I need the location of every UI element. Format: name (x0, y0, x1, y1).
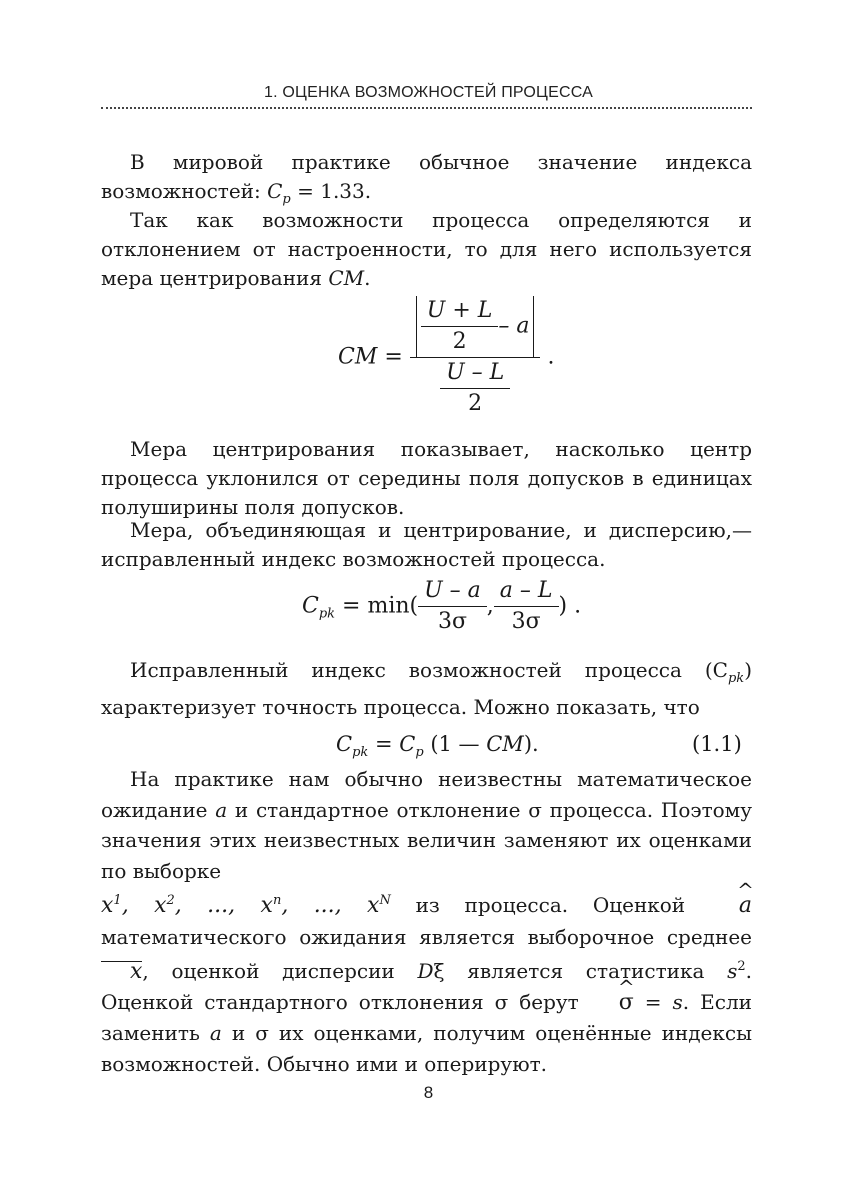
p3-text: Мера центрирования показывает, насколько центр процесса уклонился от середины поля допусков в единицах полуширины поля допусков. (101, 437, 752, 519)
sample-sequence: $x^1$, $x^2$, ..., $x^n$, ..., $x^N$ (101, 893, 391, 918)
eq11-C2: C (399, 732, 416, 756)
cpk-fraction-1 (418, 576, 487, 637)
p6-b: и стандартное отклонение σ процесса. Поэтому значения этих неизвестных величин заменяют их оценками по выборке (101, 797, 752, 883)
cm-symbol: CM (328, 266, 365, 290)
paragraph-4 (101, 516, 752, 574)
p2-text: Так как возможности процесса определяются и отклонением от настроенности, то для него используется мера центрирования (101, 208, 752, 290)
cp-subscript: p (282, 192, 291, 207)
cm-denominator (434, 358, 516, 419)
p5-b: ) характеризует точность процесса. Можно показать, что (101, 658, 752, 719)
eq11-C: C (336, 732, 353, 756)
p6-g: . Оценкой стандартного отклонения σ берут (101, 959, 752, 1014)
cm-equals: = (384, 344, 403, 370)
p6-c: из процесса. Оценкой (390, 893, 710, 917)
cpk-equals: = (342, 593, 361, 619)
cpk-close: ) . (558, 593, 582, 619)
sigma-hat-symbol: ^ σ (590, 988, 634, 1019)
p1-text: В мировой практике обычное значение индекса возможностей: (101, 150, 752, 203)
cp-symbol: C (267, 179, 283, 203)
cpk-sub: pk (318, 606, 336, 622)
cm-main-fraction (410, 296, 541, 419)
cm-minus-a: – a (498, 313, 530, 339)
eq11-mid: = (368, 732, 400, 756)
cm-period: . (547, 344, 555, 370)
eq11-end: ). (523, 732, 539, 756)
p6-e: , оценкой дисперсии (142, 959, 418, 983)
cm-den-two: 2 (468, 391, 483, 416)
page-number: 8 (423, 1083, 434, 1102)
paragraph-2 (101, 206, 752, 293)
s-squared: 2 (737, 959, 746, 974)
cm-two: 2 (452, 329, 467, 354)
cm-absolute-value (416, 296, 535, 357)
cpk-f2-den: 3σ (511, 609, 541, 634)
p6-a-var: a (215, 797, 228, 822)
equation-1-1 (336, 732, 539, 760)
p6-d: математического ожидания является выборочное среднее (101, 924, 752, 949)
cm-inner-fraction (421, 296, 499, 357)
equals-s: = s (633, 989, 683, 1014)
cpk-f1-num: U – a (424, 578, 481, 603)
cm-u-plus-l: U + L (426, 298, 493, 323)
eq11-p: p (415, 745, 424, 760)
cpk-min: min( (367, 593, 419, 619)
cm-numerator (410, 296, 541, 357)
eq11-pk: pk (352, 745, 369, 760)
cpk-C: C (302, 593, 319, 619)
a-var-2: a (209, 1021, 222, 1045)
paragraph-6 (101, 764, 752, 1079)
p5-sub: pk (727, 671, 745, 686)
cpk-comma: , (486, 593, 494, 619)
p2-end: . (364, 266, 371, 290)
paragraph-3 (101, 435, 752, 522)
eq11-CM: CM (486, 732, 524, 756)
xi-symbol: ξ (433, 959, 445, 983)
eq11-rest: (1 — (423, 732, 487, 756)
p6-a: На практике нам обычно неизвестны математическое ожидание (101, 767, 752, 822)
paragraph-5 (101, 656, 752, 722)
p4-text: Мера, объединяющая и центрирование, и дисперсию,— исправленный индекс возможностей процесса. (101, 518, 752, 571)
cm-u-minus-l: U – L (446, 360, 505, 385)
cpk-fraction-2 (494, 576, 559, 637)
cm-formula (338, 296, 554, 419)
running-header: 1. ОЦЕНКА ВОЗМОЖНОСТЕЙ ПРОЦЕССА (264, 84, 593, 101)
p6-h: . Если заменить (101, 989, 752, 1045)
cpk-f2-num: a – L (499, 578, 553, 603)
cm-den-fraction (440, 358, 510, 419)
cpk-f1-den: 3σ (437, 609, 467, 634)
s-symbol: s (727, 959, 738, 983)
a-hat-symbol: ^ a (710, 891, 752, 922)
paragraph-1 (101, 148, 752, 214)
x-bar-symbol: x (101, 961, 142, 982)
equation-number: (1.1) (692, 732, 742, 756)
d-symbol: D (417, 959, 434, 983)
header-dotted-rule (101, 107, 752, 109)
cm-lhs: CM (338, 344, 378, 370)
p6-i: и σ их оценками, получим оценённые индексы возможностей. Обычно ими и оперируют. (101, 1021, 753, 1076)
cp-value: = 1.33. (290, 179, 372, 203)
p6-f: является статистика (444, 959, 728, 983)
cpk-formula (302, 576, 581, 637)
p5-a: Исправленный индекс возможностей процесса (C (130, 658, 728, 682)
